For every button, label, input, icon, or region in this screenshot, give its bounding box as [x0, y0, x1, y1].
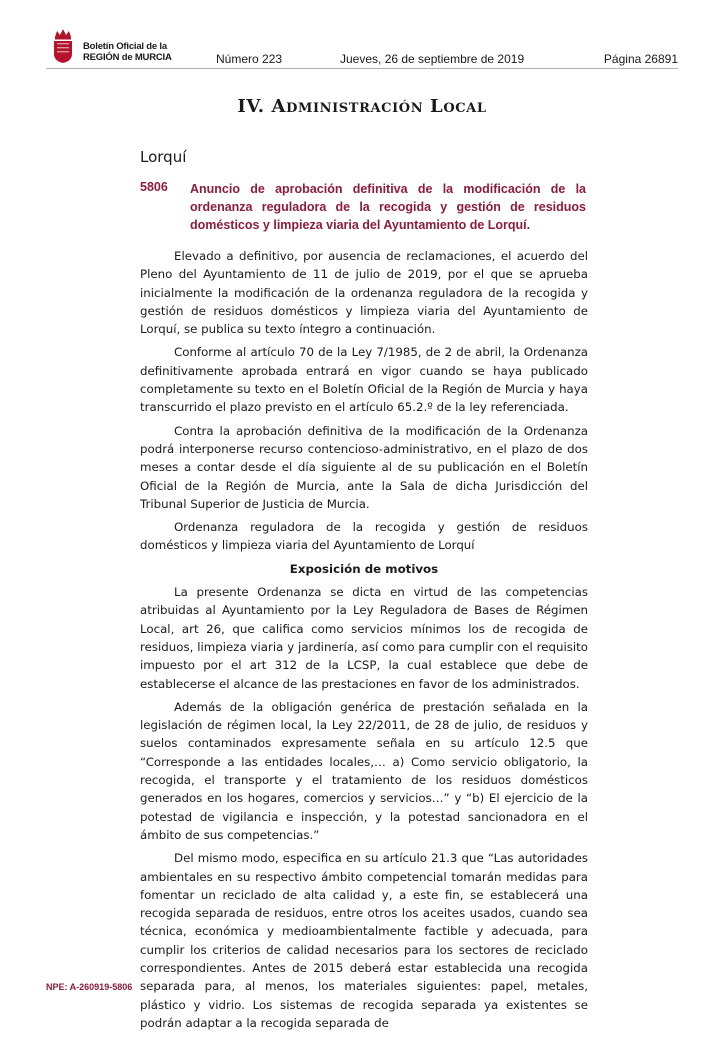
bulletin-name — [83, 41, 172, 63]
body-paragraph: Contra la aprobación definitiva de la modificación de la Ordenanza podrá interponerse recurso contencioso-administrativo, en el plazo de dos meses a contar desde el día siguiente al de su publicación en el Boletín Oficial de la Región de Murcia, ante la Sala de dicha Jurisdicción del Tribunal Superior de Justicia de Murcia. — [140, 423, 588, 511]
announcement-number: 5806 — [140, 180, 168, 194]
document-body — [140, 247, 588, 1037]
issue-number: Número 223 — [216, 52, 283, 66]
page-header — [46, 28, 678, 70]
bulletin-name-line2: REGIÓN de MURCIA — [83, 52, 172, 63]
section-title: IV. Administración Local — [237, 96, 487, 117]
bulletin-name-line1: Boletín Oficial de la — [83, 41, 167, 52]
locality-name: Lorquí — [140, 148, 187, 166]
body-paragraph: Además de la obligación genérica de prestación señalada en la legislación de régimen local, la Ley 22/2011, de 28 de julio, de residuos y suelos contaminados expresamente señala en su artículo 12.5 que “Corresponde a las entidades locales,… a) Como servicio obligatorio, la recogida, el transporte y el tratamiento de los residuos domésticos generados en los hogares, comercios y servicios…” y “b) El ejercicio de la potestad de vigilancia e inspección, y la potestad sancionadora en el ámbito de sus competencias.” — [140, 699, 588, 842]
npe-code: NPE: A-260919-5806 — [46, 982, 133, 992]
body-paragraph: Elevado a definitivo, por ausencia de reclamaciones, el acuerdo del Pleno del Ayuntamiento de 11 de julio de 2019, por el que se aprueba inicialmente la modificación de la ordenanza reguladora de la recogida y gestión de residuos domésticos y limpieza viaria del Ayuntamiento de Lorquí, se publica su texto íntegro a continuación. — [140, 249, 588, 337]
body-paragraph: Del mismo modo, especifica en su artículo 21.3 que “Las autoridades ambientales en su respectivo ámbito competencial tomarán medidas para fomentar un reciclado de alta calidad y, a este fin, se establecerá una recogida separada de residuos, entre otros los aceites usados, cuando sea técnica, económica y medioambientalmente factible y adecuada, para cumplir los criterios de calidad necesarios para los sectores de reciclado correspondientes. Antes de 2015 deberá estar establecida una recogida separada para, al menos, los materiales siguientes: papel, metales, plástico y vidrio. Los sistemas de recogida separada ya existentes se podrán adaptar a la recogida separada de — [140, 851, 588, 1030]
body-paragraph: Conforme al artículo 70 de la Ley 7/1985, de 2 de abril, la Ordenanza definitivamente aprobada entrará en vigor cuando se haya publicado completamente su texto en el Boletín Oficial de la Región de Murcia y haya transcurrido el plazo previsto en el artículo 65.2.º de la ley referenciada. — [140, 345, 588, 415]
body-paragraph: La presente Ordenanza se dicta en virtud de las competencias atribuidas al Ayuntamiento por la Ley Reguladora de Bases de Régimen Local, art 26, que califica como servicios mínimos los de recogida de residuos, limpieza viaria y jardinería, así como para cumplir con el requisito impuesto por el art 312 de la LCSP, la cual establece que debe de establecerse el alcance de las prestaciones en favor de los administrados. — [140, 585, 588, 691]
issue-date: Jueves, 26 de septiembre de 2019 — [340, 52, 525, 66]
header-divider — [46, 68, 678, 69]
body-paragraph: Ordenanza reguladora de la recogida y gestión de residuos domésticos y limpieza viaria del Ayuntamiento de Lorquí — [140, 520, 588, 553]
announcement-title: Anuncio de aprobación definitiva de la modificación de la ordenanza reguladora de la recogida y gestión de residuos domésticos y limpieza viaria del Ayuntamiento de Lorquí. — [190, 182, 586, 232]
subheading: Exposición de motivos — [289, 561, 439, 576]
page-number: Página 26891 — [603, 52, 678, 66]
region-murcia-crest-icon — [52, 28, 74, 64]
